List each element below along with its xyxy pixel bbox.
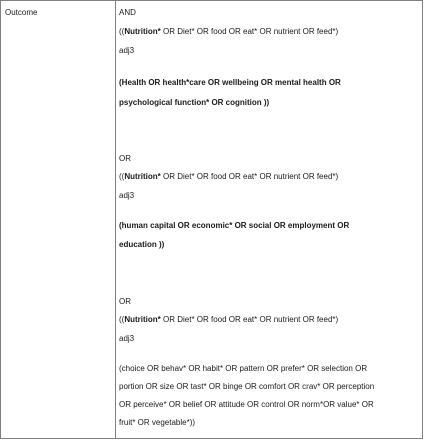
adjacency-1: adj3 (119, 46, 135, 55)
adjacency-2: adj3 (119, 191, 135, 200)
terms-text: (human capital OR economic* OR social OR employment OR (119, 221, 350, 230)
column-divider (115, 1, 116, 438)
nutrition-clause-1 (119, 27, 338, 37)
nutrition-prefix: (( (119, 172, 125, 181)
connector-or-2: OR (119, 297, 131, 306)
connector-and: AND (119, 8, 136, 17)
terms-3-line-1: (choice OR behav* OR habit* OR pattern OR prefer* OR selection OR (119, 364, 368, 373)
terms-text: education )) (119, 240, 165, 249)
nutrition-term: Nutrition* (124, 172, 161, 181)
terms-2-line-2 (119, 240, 164, 250)
connector-or-1: OR (119, 154, 131, 163)
terms-3-line-2: portion OR size OR tast* OR binge OR comfort OR crav* OR perception (119, 382, 375, 391)
adjacency-3: adj3 (119, 334, 135, 343)
terms-1-line-1 (119, 78, 341, 88)
nutrition-prefix: (( (119, 315, 125, 324)
nutrition-term: Nutrition* (124, 315, 161, 324)
nutrition-prefix: (( (119, 27, 125, 36)
terms-3-line-4: fruit* OR vegetable*)) (119, 418, 196, 427)
terms-text: (Health OR health*care OR wellbeing OR mental health OR (119, 78, 341, 87)
nutrition-rest: OR Diet* OR food OR eat* OR nutrient OR feed*) (160, 315, 339, 324)
nutrition-clause-2 (119, 172, 338, 182)
terms-3-line-3: OR perceive* OR belief OR attitude OR control OR norm*OR value* OR (119, 400, 374, 409)
terms-2-line-1 (119, 221, 349, 231)
nutrition-term: Nutrition* (124, 27, 161, 36)
terms-1-line-2 (119, 98, 269, 108)
nutrition-rest: OR Diet* OR food OR eat* OR nutrient OR feed*) (160, 27, 339, 36)
row-label-outcome: Outcome (5, 8, 38, 17)
nutrition-rest: OR Diet* OR food OR eat* OR nutrient OR feed*) (160, 172, 339, 181)
nutrition-clause-3 (119, 315, 338, 325)
terms-text: psychological function* OR cognition )) (119, 98, 270, 107)
